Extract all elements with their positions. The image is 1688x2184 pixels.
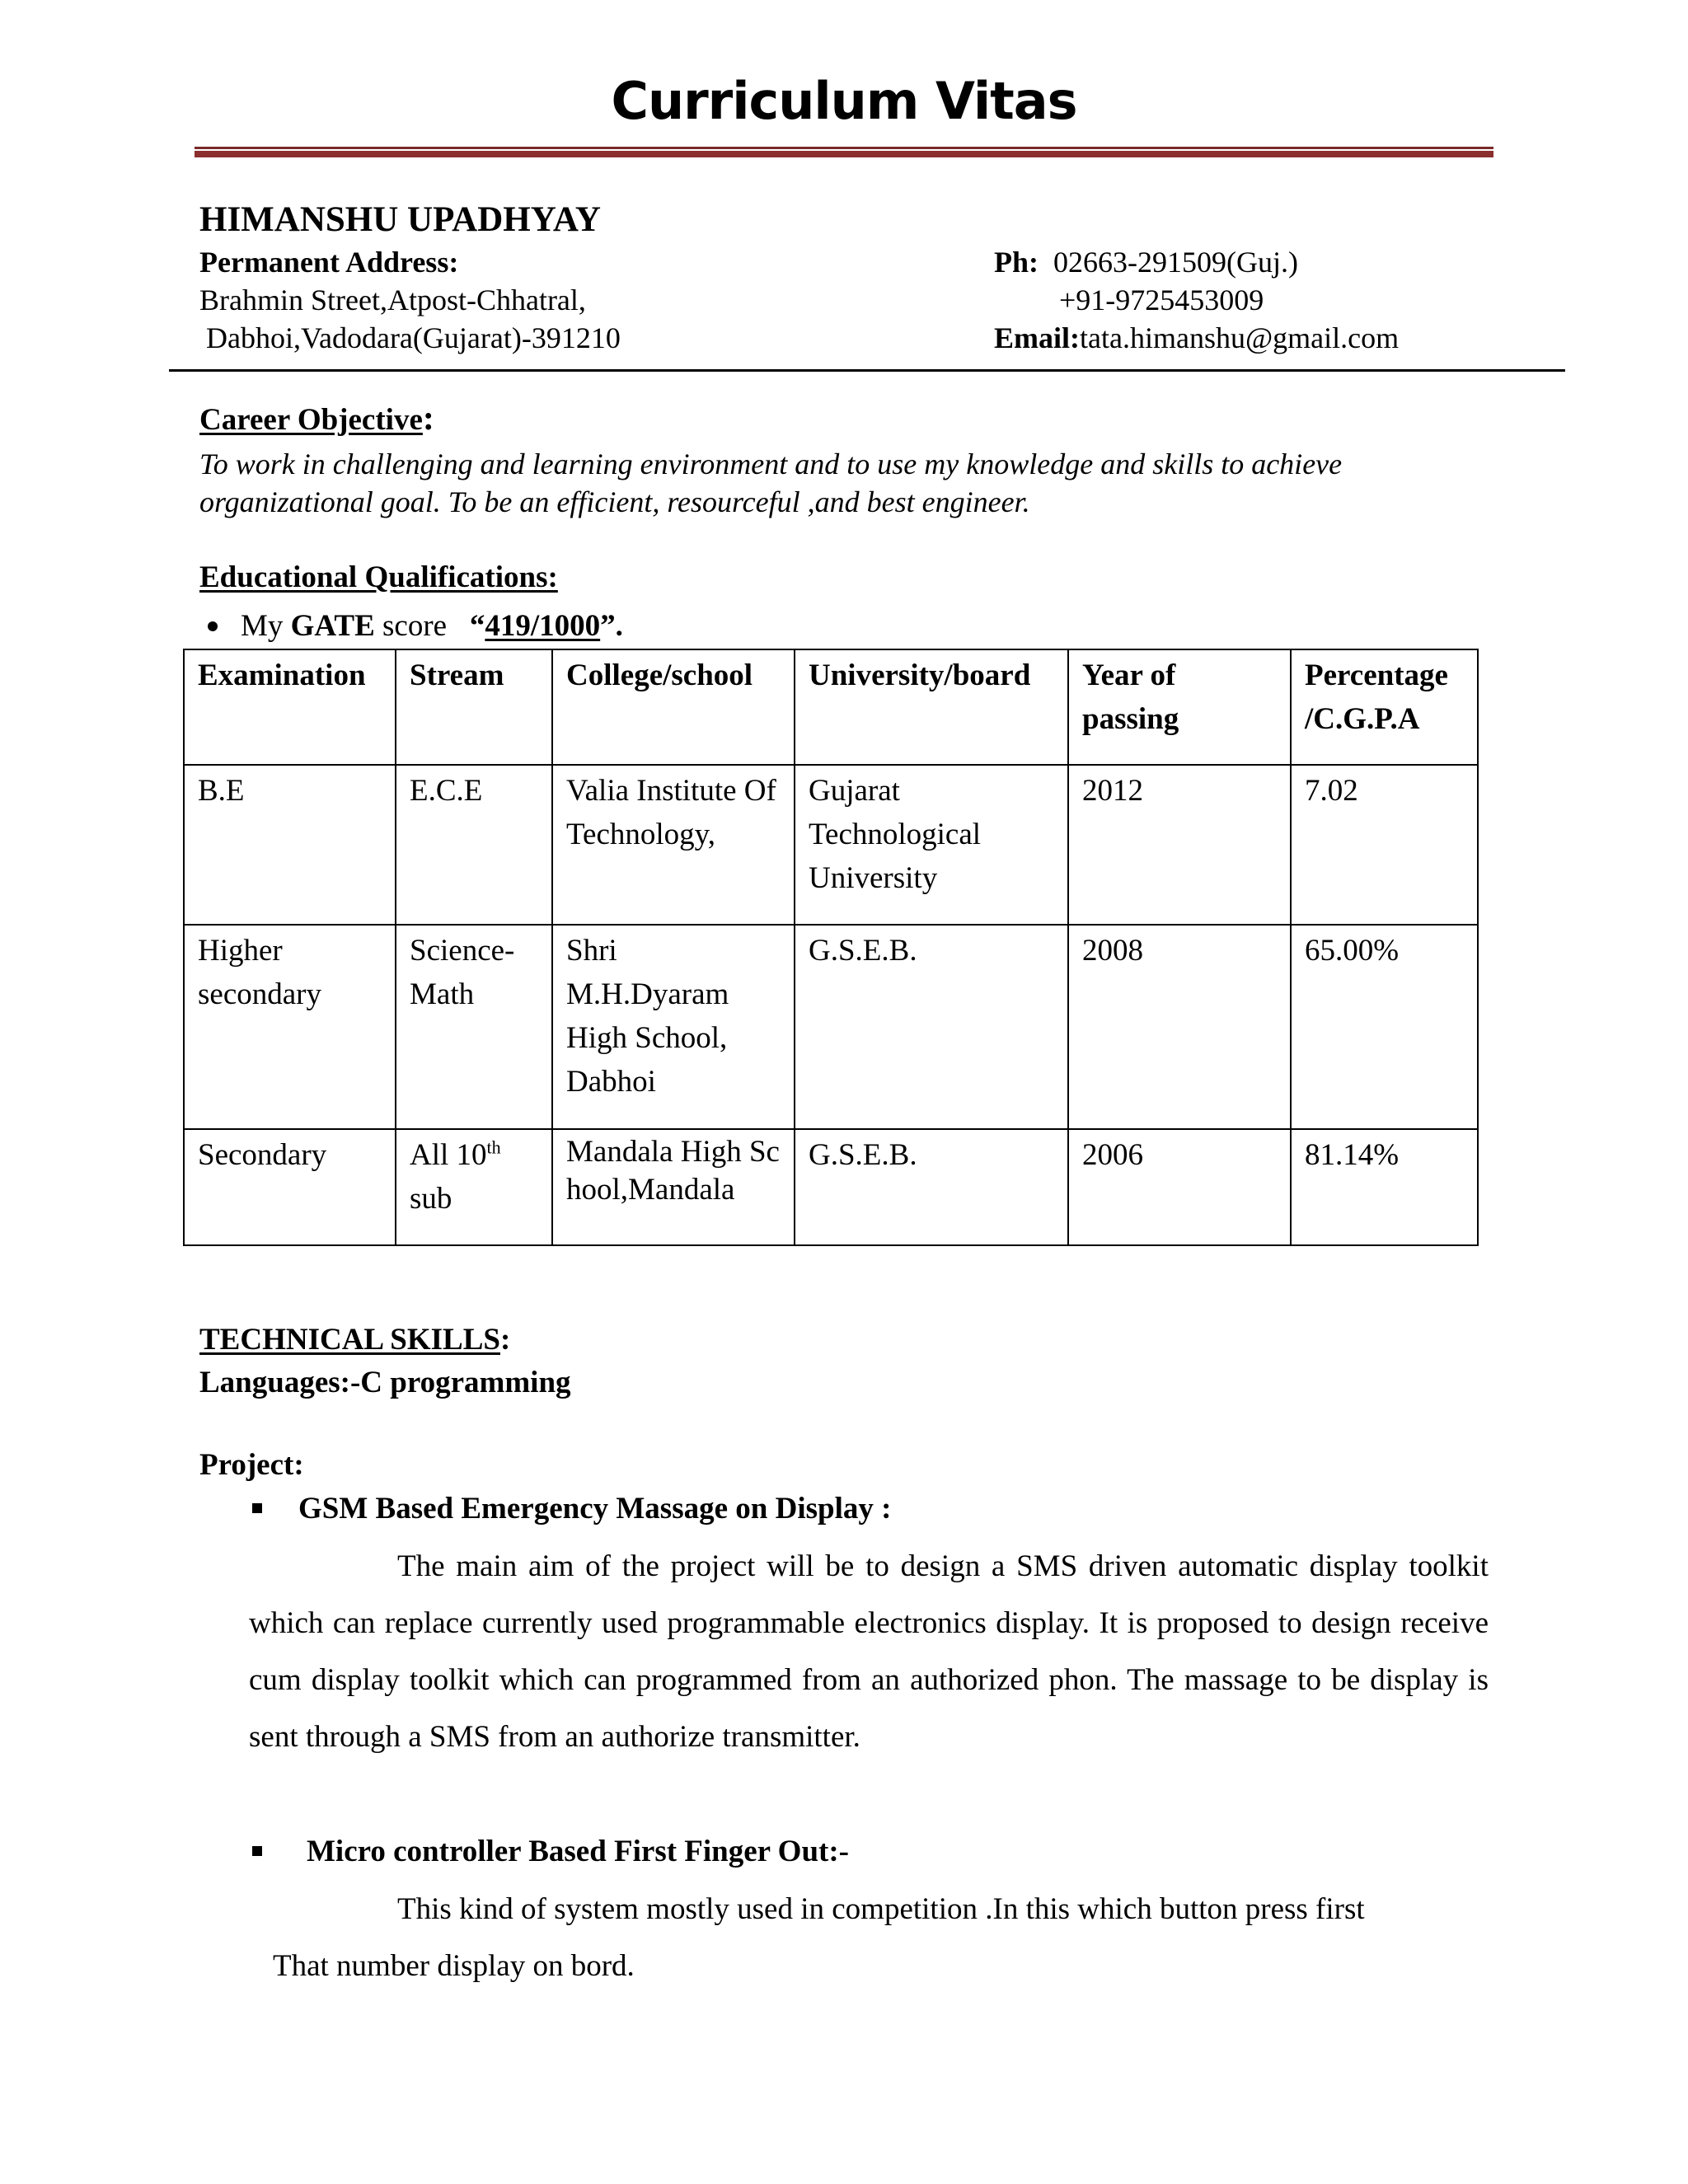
phone-label: Ph: — [994, 246, 1039, 279]
cell-examination: B.E — [184, 765, 396, 925]
gate-score-value: 419/1000 — [485, 609, 601, 643]
phone-number-2: +91-9725453009 — [1059, 284, 1264, 316]
project-heading: Project: — [199, 1448, 304, 1482]
project-2-description: This kind of system mostly used in competition .In this which button press first That number display on bord. — [273, 1892, 1365, 1983]
table-header-row — [184, 649, 1478, 765]
column-header: Stream — [396, 649, 552, 765]
project-1-description: The main aim of the project will be to design a SMS driven automatic display toolkit which can replace currently used programmable electronics display. It is proposed to design receive cum display toolkit which can programmed from an authorized phon. The massage to be display is sent through a SMS from an authorize transmitter. — [249, 1549, 1489, 1754]
cell-year: 2012 — [1068, 765, 1291, 925]
cell-college: Shri M.H.Dyaram High School, Dabhoi — [552, 925, 795, 1129]
bullet-dot-icon — [208, 621, 218, 631]
column-header: Percentage /C.G.P.A — [1291, 649, 1478, 765]
languages-line: Languages:-C programming — [199, 1366, 571, 1399]
address-line-2: Dabhoi,Vadodara(Gujarat)-391210 — [206, 321, 621, 354]
email-row — [994, 319, 1399, 357]
project-1-title: GSM Based Emergency Massage on Display : — [252, 1490, 891, 1528]
contact-divider — [169, 369, 1565, 372]
cell-stream: E.C.E — [396, 765, 552, 925]
project-2-title: Micro controller Based First Finger Out:- — [252, 1833, 849, 1871]
career-objective-heading: Career Objective: — [199, 400, 434, 438]
address-line-1: Brahmin Street,Atpost-Chhatral, — [199, 284, 586, 316]
cell-board: G.S.E.B. — [795, 925, 1068, 1129]
email-address: tata.himanshu@gmail.com — [1080, 321, 1400, 354]
cell-college: Valia Institute Of Technology, — [552, 765, 795, 925]
square-bullet-icon — [252, 1846, 262, 1856]
table-row — [184, 925, 1478, 1129]
column-header: Examination — [184, 649, 396, 765]
education-heading: Educational Qualifications: — [199, 560, 558, 594]
cell-score: 65.00% — [1291, 925, 1478, 1129]
gate-score-bullet: My GATE score “419/1000”. — [208, 607, 623, 645]
cell-score: 7.02 — [1291, 765, 1478, 925]
technical-skills-heading: TECHNICAL SKILLS: — [199, 1323, 511, 1357]
table-row — [184, 1129, 1478, 1245]
address-label: Permanent Address: — [199, 246, 459, 279]
cell-stream: Science-Math — [396, 925, 552, 1129]
phone-row — [994, 243, 1298, 281]
cell-year: 2006 — [1068, 1129, 1291, 1245]
table-row — [184, 765, 1478, 925]
cell-examination: Secondary — [184, 1129, 396, 1245]
candidate-name: HIMANSHU UPADHYAY — [199, 200, 601, 239]
career-objective-text: To work in challenging and learning environment and to use my knowledge and skills to achieve organizational goal. To be an efficient, resourceful ,and best engineer. — [199, 448, 1343, 518]
phone-number-1: 02663-291509(Guj.) — [1053, 246, 1298, 279]
square-bullet-icon — [252, 1503, 262, 1513]
document-title: Curriculum Vitas — [611, 71, 1077, 131]
cell-examination: Higher secondary — [184, 925, 396, 1129]
column-header: University/board — [795, 649, 1068, 765]
column-header: College/school — [552, 649, 795, 765]
column-header: Year of passing — [1068, 649, 1291, 765]
cell-score: 81.14% — [1291, 1129, 1478, 1245]
title-double-rule — [195, 147, 1493, 158]
cell-board: Gujarat Technological University — [795, 765, 1068, 925]
cell-year: 2008 — [1068, 925, 1291, 1129]
cell-college: Mandala High School,Mandala — [552, 1129, 795, 1245]
email-label: Email: — [994, 321, 1080, 354]
cell-stream: All 10th sub — [396, 1129, 552, 1245]
education-table — [183, 649, 1479, 1246]
cell-board: G.S.E.B. — [795, 1129, 1068, 1245]
